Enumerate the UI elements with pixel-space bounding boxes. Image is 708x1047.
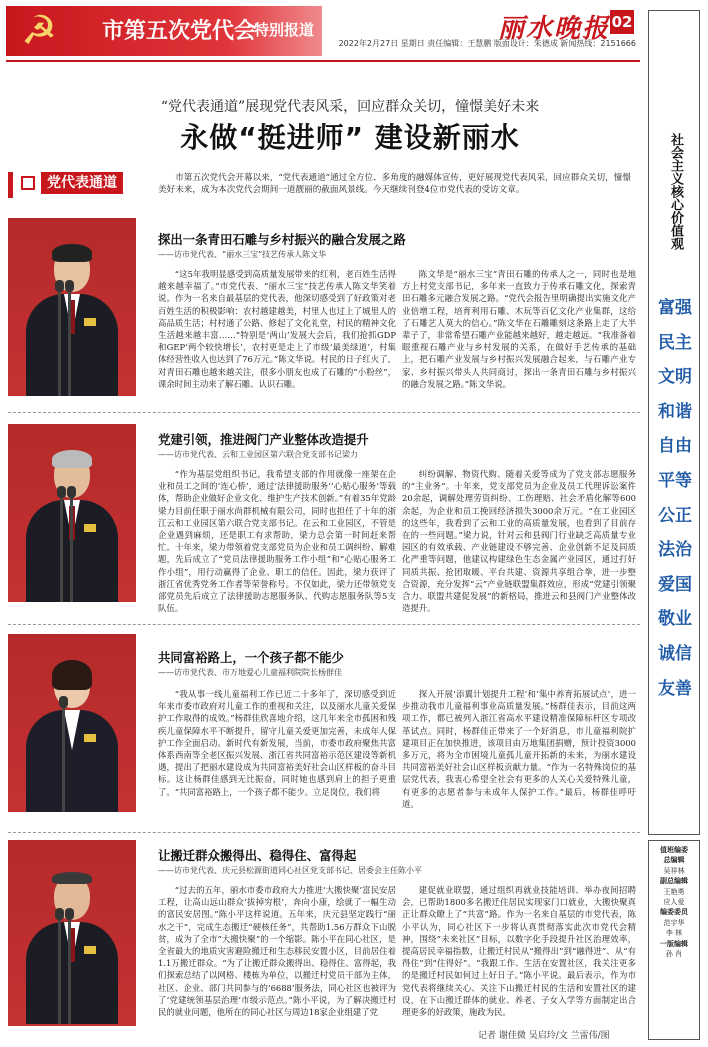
dateline: 2022年2月27日 星期日 责任编辑：王慧鹏 版面设计：朱德成 新闻热线：2151666 [338, 39, 636, 48]
story-paragraph: “作为基层党组织书记，我希望支部的作用就像一座架在企业和员工之间的‘连心桥’，通过‘法律援助服务’‘心贴心服务’等载体，帮助企业做好企业文化、维护生产技术创新。”有着35年党龄梁力目前任职于丽水尚群机械有限公司，同时也担任了十年的浙江云和工业园区第六联合党支部书记。在云和工业园区，不管是企业遇到麻烦，还是职工有求帮助，梁力总会第一时间赶来帮忙。十年来，梁力带领着党支部党员为企业和员工调纠纷、解难题，先后成立了“党员法律援助服务工作小组”和“心贴心服务工作小组”，用行动赢得了企业、职工的信任。因此，梁力获评了浙江省优秀党务工作者等荣誉称号。不仅如此，梁力还带领党支部党员先后成立了法律援助志愿服务队、代购志愿服务队等5支队伍。 [158, 469, 396, 614]
story-body-left [158, 268, 396, 400]
editor-line: 副总编辑 [660, 876, 688, 886]
header-rule [6, 60, 640, 62]
microphone-icon [68, 916, 71, 1024]
core-values-sidebar [648, 10, 700, 835]
portrait-photo [8, 218, 136, 396]
editor-line: 王艳勇 [663, 887, 685, 896]
story-body-left [158, 688, 396, 822]
core-value: 法治 [658, 540, 692, 561]
story-title: 让搬迁群众搬得出、稳得住、富得起 [158, 848, 357, 863]
section-title: 市第五次党代会 [102, 19, 257, 44]
editor-line: 一版编辑 [660, 938, 688, 948]
story-paragraph: “这5年我明显感受到高质量发展带来的红利，老百姓生活得越来越幸福了。”市党代表、“丽水三宝”技艺传承人陈文华笑着说。作为一名来自最基层的党代表，他深切感受到了好政策对老百姓生活的积极影响：农村越建越美，村里人也过上了城里人的高品质生活；村村通了公路、修起了文化礼堂，村民的精神文化生活越来越丰富……“特别是‘两山’发展大会后，我们抢抓GDP和GEP‘两个较快增长’，农村更是走上了市级‘最美绿道’，村集体经营性收入也达到了76万元。”陈文华说。村民的日子红火了，对青田石雕也越来越关注，很多小朋友也成了石雕的“小粉丝”，课余时间主动来了解石雕、认识石雕。 [158, 269, 396, 389]
person-figure [26, 248, 118, 396]
headline-kicker: “党代表通道”展现党代表风采，回应群众关切，憧憬美好未来 [160, 99, 540, 115]
column-label: 党代表通道 [41, 172, 123, 194]
core-value: 民主 [658, 332, 692, 353]
editor-line: 值班编委 [660, 845, 688, 854]
editor-line: 应人爱 [663, 898, 685, 907]
editor-line: 孙 肖 [665, 950, 683, 959]
story-subtitle: ——访市党代表、庆元县松源街道同心社区党支部书记、居委会主任陈小平 [158, 866, 422, 875]
portrait-photo [8, 424, 136, 602]
column-badge [8, 172, 138, 198]
person-figure [26, 664, 118, 812]
page-headline: 永做“挺进师” 建设新丽水 [180, 121, 520, 154]
core-value: 爱国 [658, 574, 692, 595]
core-values-list [649, 291, 701, 706]
story-divider [8, 412, 640, 413]
core-value: 友善 [658, 678, 692, 699]
page-number: 02 [610, 10, 634, 34]
story-title: 共同富裕路上，一个孩子都不能少 [158, 650, 344, 665]
core-value: 诚信 [658, 643, 692, 664]
byline: 记者 谢佳微 吴启玲/文 兰雷伟/图 [478, 1031, 610, 1041]
story-paragraph: 纠纷调解、物资代购、随着关爱等成为了党支部志愿服务的“主业务”。十年来，党支部党员为企业及员工代理诉讼案件20余起，调解处理劳资纠纷、工伤理赔、社会矛盾化解等600余起，为企业和员工挽回经济损失3000余万元。“在工业园区的这些年，我看到了云和工业的高质量发展，也看到了目前存在的一些问题。”梁力说，针对云和县阀门行业缺乏高质量专业园区的有效承载、产业链建设不够完善、企业创新不足及同质化严重等问题，他建议构建绿色生态金属产业园区，通过打好同质共振、抢团取暖、平台共建、资源共享组合拳，进一步整合资源，充分发挥“云”产业链联盟集群效应，形成“党建引领聚合力、联盟共建促发展”的新格局，推进云和县阀门产业整体改造提升。 [402, 469, 636, 614]
story-subtitle: ——访市党代表、市万地爱心儿童福利院院长杨群佳 [158, 668, 342, 677]
intro-paragraph: 市第五次党代会开幕以来，“党代表通道”通过全方位、多角度的融媒体宣传，更好展现党代表风采，回应群众关切，憧憬美好未来，成为本次党代会期间一道靓丽的截面风景线。今天继续刊登4位市党代表的受访文章。 [158, 173, 631, 195]
editor-line: 李 林 [665, 929, 683, 938]
editor-line: 编委委员 [660, 907, 688, 917]
editor-line: 吴祥林 [663, 866, 685, 875]
story-subtitle: ——访市党代表、“丽水三宝”技艺传承人陈文华 [158, 250, 327, 259]
story-title: 探出一条青田石雕与乡村振兴的融合发展之路 [158, 232, 406, 247]
core-value: 富强 [658, 298, 692, 318]
story-body-right [402, 468, 636, 614]
microphone-icon [62, 704, 65, 812]
microphone-icon [58, 288, 61, 396]
story-paragraph: 探入开展‘添翼计划提升工程’和‘集中养育拓展试点’，进一步推动我市儿童福利事业高质量发展。”杨群佳表示，目前这两项工作，都已被列入浙江省高水平建设精准保障标杆区专项改革试点。同时，杨群佳正带来了一个好消息，市儿童福利院扩建项目正在加快推进，该项目由万地集团捐赠，预计投资3000多万元，将为全市困境儿童孤儿童开拓新的未来，为丽水建设共同富裕美好社会山区样板贡献力量。“作为一名特殊岗位的基层党代表，我衷心希望全社会有更多的人关心关爱特殊儿童，有更多的志愿者参与未成年人保护工作。”最后，杨群佳呼吁道。 [402, 689, 636, 809]
story-divider [8, 832, 640, 833]
story-body-left [158, 468, 396, 614]
sidebar-heading: 社会主义核心价值观 [668, 132, 683, 250]
special-report-label: 特别报道 [254, 21, 315, 39]
story-subtitle: ——访市党代表、云和工业园区第六联合党支部书记梁力 [158, 450, 358, 459]
story-paragraph: “我从事一线儿童福利工作已近二十多年了，深切感受到近年来市委市政府对儿童工作的重视和关注，以及丽水儿童关爱保护工作取得的成效。”杨群佳欣喜地介绍，这几年来全市孤困和残疾儿童保障水平不断提升，留守儿童关爱更加完善，未成年人保护工作全面启动。新时代有新发展，当前，市委市政府聚焦共富体系西南等全老区振兴发展、浙江省共同富裕示范区建设等新机遇，提出了把丽水建设成为共同富裕美好社会山区样板的奋斗目标。这让杨群佳感到无比振奋，同时她也感到肩上的担子更重了。“共同富裕路上，一个孩子都不能少。立足岗位，我们将 [158, 689, 396, 797]
story-paragraph: “过去的五年，丽水市委市政府大力推进‘大搬快聚’富民安居工程，让高山远山群众‘拔掉穷根’，奔向小康，绘就了一幅生动的富民安居图。”陈小平这样说道。五年来，庆元县坚定践行“丽水之干”，完成生态搬迁“硬核任务”，共帮助1.56万群众下山脱贫，成为了全市“大搬快聚”的一个缩影。陈小平在同心社区，是全省最大的地质灾害避险搬迁和生态移民安置小区，目前居住着1.1万搬迁群众。“为了让搬迁群众搬得出、稳得住、富得起，我们探索总结了以网格、楼栋为单位，以搬迁村党员干部为主体，社区、企业、部门共同参与的‘6688’服务法，同心社区也被评为了‘党建统领基层治理’市级示范点。”陈小平说，为了解决搬迁村民的就业问题，他所在的同心社区与周边18家企业组建了党 [158, 885, 396, 1018]
story-title: 党建引领，推进阀门产业整体改造提升 [158, 432, 369, 447]
section-banner [6, 6, 322, 56]
frame-decoration-icon [21, 176, 35, 190]
portrait-photo [8, 840, 136, 1026]
core-value: 平等 [658, 470, 692, 491]
editor-line: 范宇华 [663, 918, 685, 927]
person-figure [26, 876, 118, 1024]
editor-line: 总编辑 [663, 855, 685, 865]
story-paragraph: 陈文华是“丽水三宝”青田石雕的传承人之一，同时也是地方上村党支部书记，多年来一直致力于传承石雕文化，探索青田石雕多元融合发展之路。“党代会报告里明确提出实施文化产业倍增工程，培育利用石雕、木玩等百亿文化产业集群，这给了石雕艺人莫大的信心。”陈文华在石雕雕刻这条路上走了大半辈子了，非常希望石雕产业能越来越好，越走越远。“我准备着眼重视石雕产业与乡村发展的关系，在做好手艺传承的基础上，把石雕产业发展与乡村振兴发展融合起来，与石雕产业专家、乡村振兴带头人共同商讨，探出一条青田石雕与乡村振兴的融合发展之路。”陈文华说。 [402, 269, 636, 389]
portrait-photo [8, 634, 136, 812]
core-value: 公正 [658, 505, 692, 526]
microphone-icon [58, 916, 61, 1024]
story-body-left [158, 884, 396, 1024]
microphone-icon [68, 288, 71, 396]
core-value: 文明 [658, 367, 692, 388]
hammer-sickle-icon: ☭ [21, 8, 57, 54]
microphone-icon [70, 494, 73, 602]
newspaper-logo: 丽水晚报 [498, 14, 611, 44]
core-value: 敬业 [658, 609, 692, 630]
story-body-right [402, 268, 636, 400]
core-value: 和谐 [658, 401, 692, 422]
editors-box [648, 840, 700, 1040]
story-body-right [402, 688, 636, 822]
story-divider [8, 624, 640, 625]
core-value: 自由 [658, 436, 692, 457]
story-paragraph: 建促就业联盟，通过组织再就业技能培训、举办夜间招聘会，已帮助1800多名搬迁住居民实现家门口就业，大搬快聚真正让群众瞭上了“共富”路。作为一名来自基层的市党代表，陈小平认为，同心社区下一步将认真贯彻落实此次市党代会精神，围绕“未来社区”目标，以数字化手段提升社区治理效率，提高居民幸福指数，让搬迁村民从“搬得出”到“融得进”、从“有得住”到“住得好”。“我跟工作、生活在安置社区，我关注更多的是搬迁村民如何过上好日子。”陈小平说。最后表示，作为市党代表将继续关心、关注下山搬迁村民的生活和安置社区的建设，在下山搬迁群体的就业、养老、子女入学等方面制定出合理更多的好政策，施政为民。 [402, 885, 636, 1018]
microphone-icon [60, 494, 63, 602]
story-body-right [402, 884, 636, 1024]
